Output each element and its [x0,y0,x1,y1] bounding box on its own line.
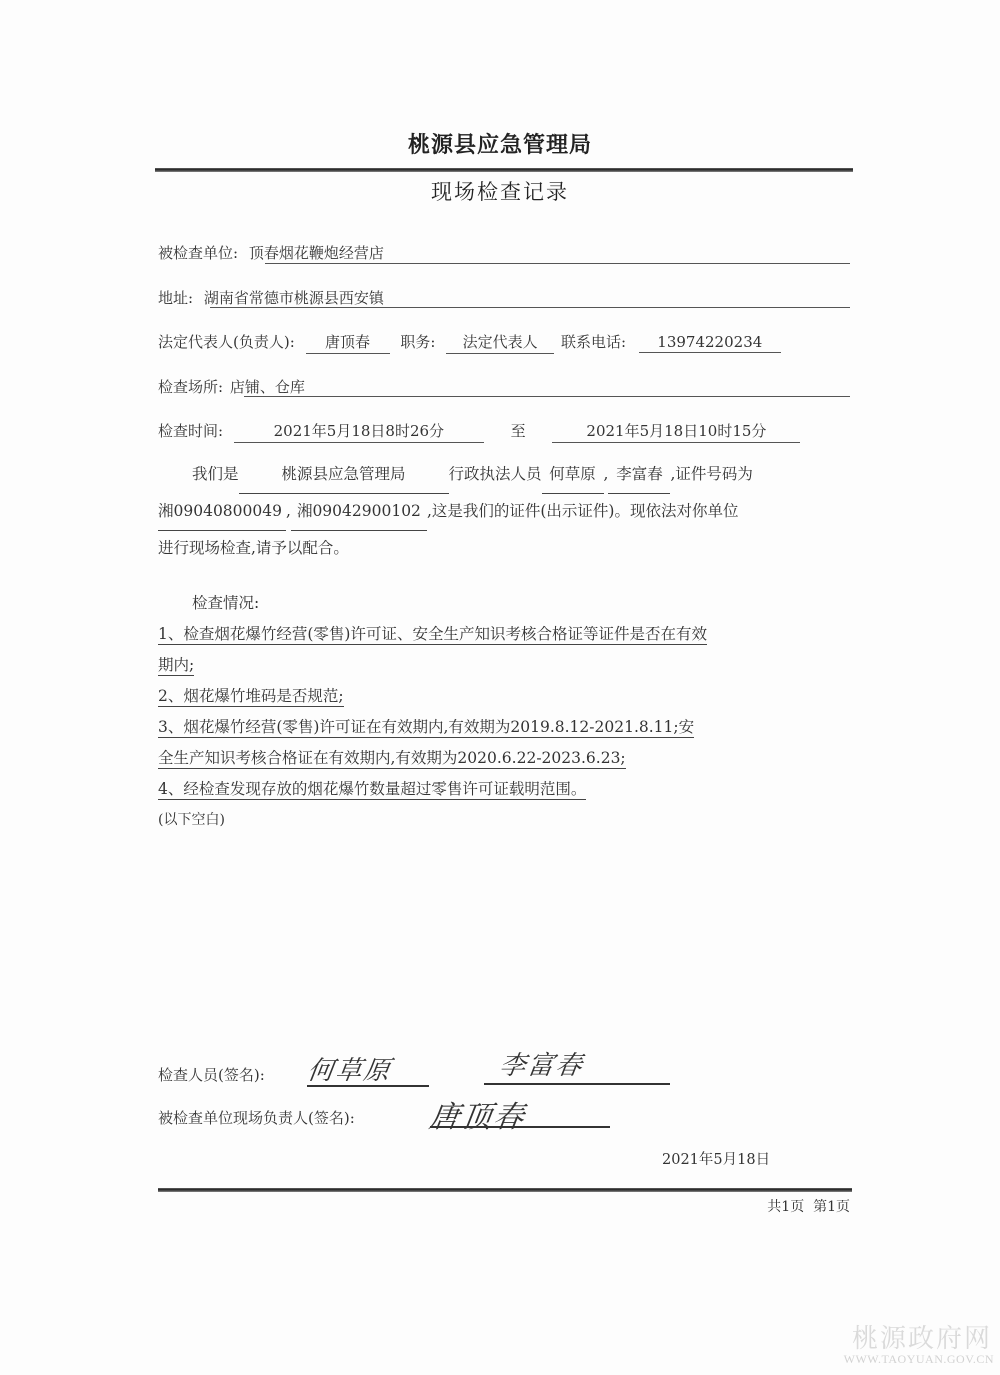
inspectors-sign-label: 检查人员(签名): [158,1066,265,1084]
intro-comma: , [603,465,609,483]
location-row [158,376,305,397]
time-to-label: 至 [510,422,526,440]
intro-cert-2: 湘09042900102 [291,494,427,531]
address-underline [210,307,850,308]
intro-paragraph [158,457,858,566]
responsible-signature-line [430,1126,610,1128]
inspector-1-signature: 何草原 [305,1056,394,1086]
legal-rep-value: 唐顶春 [306,331,390,354]
time-label: 检查时间: [158,422,224,440]
finding-1-line-2: 期内; [158,656,195,674]
intro-officer-2: 李富春 [608,457,670,494]
intro-we-are: 我们是 [192,465,239,483]
finding-1-line-1: 1、检查烟花爆竹经营(零售)许可证、安全生产知识考核合格证等证件是否在有效 [158,625,707,643]
inspected-unit-underline [265,263,850,264]
agency-title: 桃源县应急管理局 [407,133,592,158]
responsible-signature: 唐顶春 [427,1100,528,1135]
position-label: 职务: [400,333,436,351]
findings-heading: 检查情况: [192,594,260,612]
phone-label: 联系电话: [560,333,627,351]
inspected-unit-row [158,242,384,263]
header-divider [155,168,853,172]
position-value: 法定代表人 [446,331,554,354]
time-row [158,420,800,443]
intro-tail-1: ,这是我们的证件(出示证件)。现依法对你单位 [426,502,739,520]
finding-4-line-1: 4、经检查发现存放的烟花爆竹数量超过零售许可证载明范围。 [158,780,587,798]
watermark-site-url: WWW.TAOYUAN.GOV.CN [843,1352,994,1366]
blank-note: (以下空白) [158,812,225,828]
finding-3-line-1: 3、烟花爆竹经营(零售)许可证在有效期内,有效期为2019.8.12-2021.8.11;安 [158,718,695,736]
intro-cert-label: ,证件号码为 [670,465,753,483]
legal-rep-label: 法定代表人(负责人): [158,333,295,351]
address-row [158,287,384,308]
sign-date: 2021年5月18日 [662,1152,771,1168]
location-underline [244,396,850,397]
address-label: 地址: [158,289,194,307]
inspector-1-signature-line [307,1085,429,1087]
address-value: 湖南省常德市桃源县西安镇 [203,289,384,307]
findings-section [158,588,858,835]
finding-2-line-1: 2、烟花爆竹堆码是否规范; [158,687,344,705]
inspected-unit-label: 被检查单位: [158,244,239,262]
location-value: 店铺、仓库 [229,378,305,396]
time-start-value: 2021年5月18日8时26分 [234,420,484,443]
time-end-value: 2021年5月18日10时15分 [552,420,800,443]
legal-rep-row [158,331,781,354]
inspector-2-signature: 李富春 [497,1051,586,1081]
watermark-site-name: 桃源政府网 [851,1324,992,1354]
intro-comma-2: , [286,502,291,520]
intro-officers-label: 行政执法人员 [448,465,542,483]
intro-cert-1: 湘09040800049 [158,494,286,531]
intro-agency: 桃源县应急管理局 [239,457,449,494]
location-label: 检查场所: [158,378,224,396]
phone-value: 13974220234 [639,333,781,353]
finding-3-line-2: 全生产知识考核合格证在有效期内,有效期为2020.6.22-2023.6.23; [158,749,626,767]
inspector-2-signature-line [484,1083,670,1085]
responsible-sign-label: 被检查单位现场负责人(签名): [158,1109,355,1127]
page-count: 共1页 第1页 [767,1199,850,1215]
intro-tail-2: 进行现场检查,请予以配合。 [158,539,349,557]
inspected-unit-value: 顶春烟花鞭炮经营店 [248,244,384,262]
intro-officer-1: 何草原 [542,457,604,494]
document-title: 现场检查记录 [431,180,569,204]
footer-divider [158,1188,852,1192]
